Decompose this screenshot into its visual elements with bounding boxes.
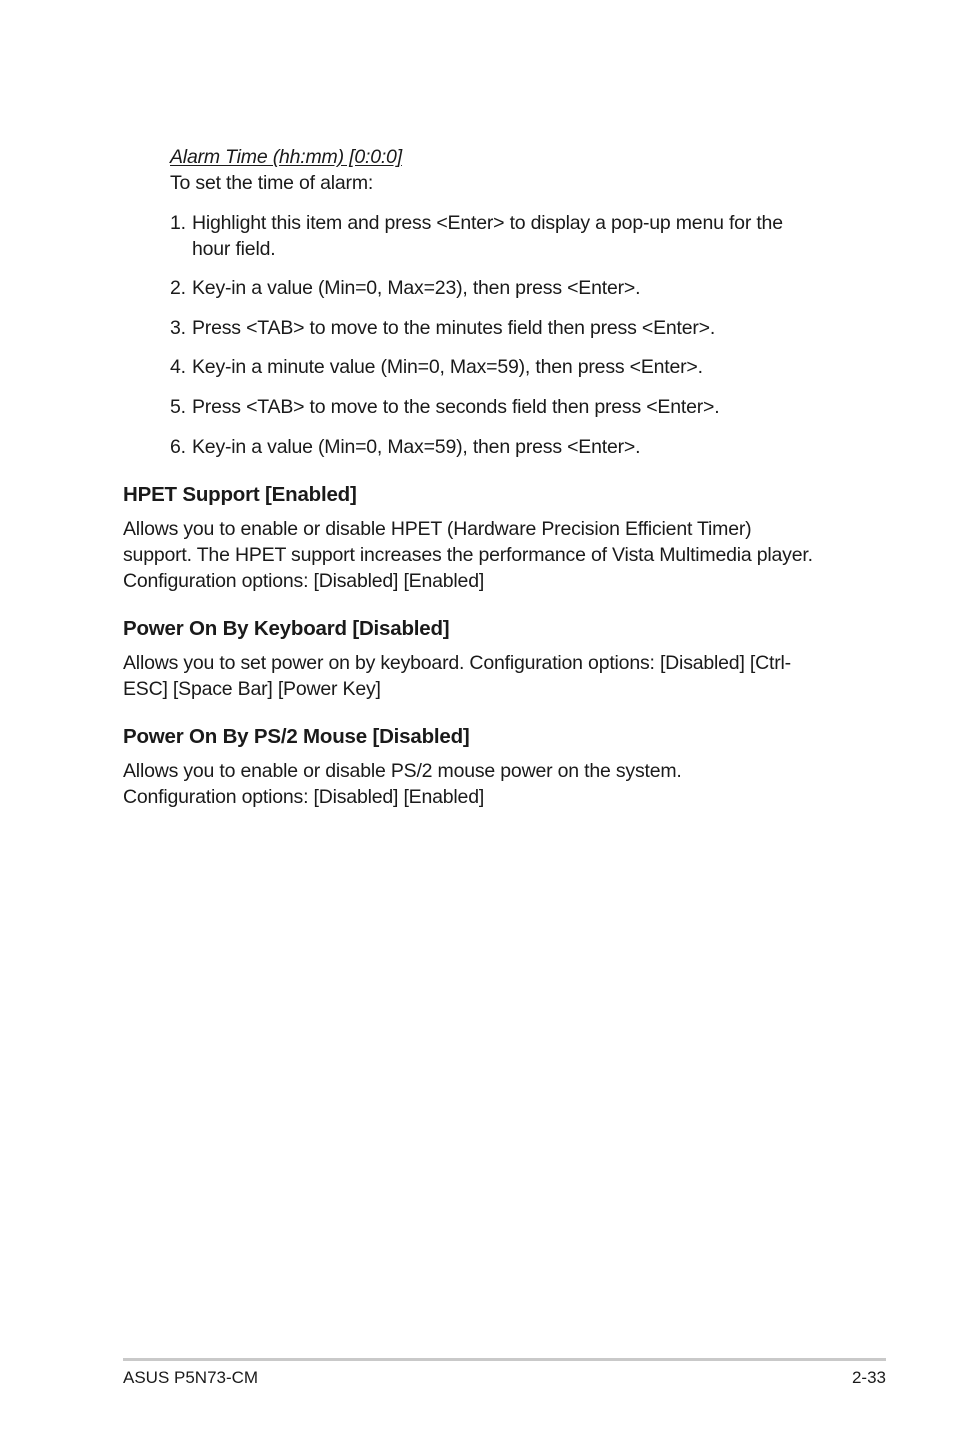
section-paragraph-line: support. The HPET support increases the performance of Vista Multimedia player.	[123, 544, 813, 566]
step-text: Key-in a minute value (Min=0, Max=59), then press <Enter>.	[192, 356, 703, 378]
section-paragraph-line: Allows you to enable or disable PS/2 mouse power on the system.	[123, 760, 682, 782]
footer-page-number: 2-33	[851, 1368, 886, 1387]
step-number: 2.	[170, 277, 186, 299]
section-heading-keyboard: Power On By Keyboard [Disabled]	[123, 617, 450, 640]
step-number: 1.	[170, 212, 186, 234]
step-text: Press <TAB> to move to the minutes field then press <Enter>.	[192, 317, 716, 339]
section-paragraph-line: Allows you to enable or disable HPET (Hardware Precision Efficient Timer)	[123, 518, 752, 540]
step-text: Key-in a value (Min=0, Max=59), then press <Enter>.	[192, 436, 641, 458]
step-text: Press <TAB> to move to the seconds field then press <Enter>.	[192, 396, 720, 418]
step-text: Key-in a value (Min=0, Max=23), then press <Enter>.	[192, 277, 641, 299]
section-heading-ps2-mouse: Power On By PS/2 Mouse [Disabled]	[123, 725, 470, 748]
section-heading-hpet: HPET Support [Enabled]	[123, 483, 357, 506]
step-text: hour field.	[192, 238, 276, 260]
footer-divider	[123, 1358, 886, 1361]
section-paragraph-line: Allows you to set power on by keyboard. Configuration options: [Disabled] [Ctrl-	[123, 652, 791, 674]
section-paragraph-line: Configuration options: [Disabled] [Enabled]	[123, 570, 485, 592]
footer-product-name: ASUS P5N73-CM	[123, 1368, 259, 1387]
step-number: 5.	[170, 396, 186, 418]
step-number: 3.	[170, 317, 186, 339]
alarm-time-description: To set the time of alarm:	[170, 172, 374, 194]
section-paragraph-line: ESC] [Space Bar] [Power Key]	[123, 678, 381, 700]
step-text: Highlight this item and press <Enter> to display a pop-up menu for the	[192, 212, 783, 234]
step-number: 6.	[170, 436, 186, 458]
section-paragraph-line: Configuration options: [Disabled] [Enabled]	[123, 786, 485, 808]
alarm-time-title: Alarm Time (hh:mm) [0:0:0]	[170, 146, 402, 168]
step-number: 4.	[170, 356, 186, 378]
